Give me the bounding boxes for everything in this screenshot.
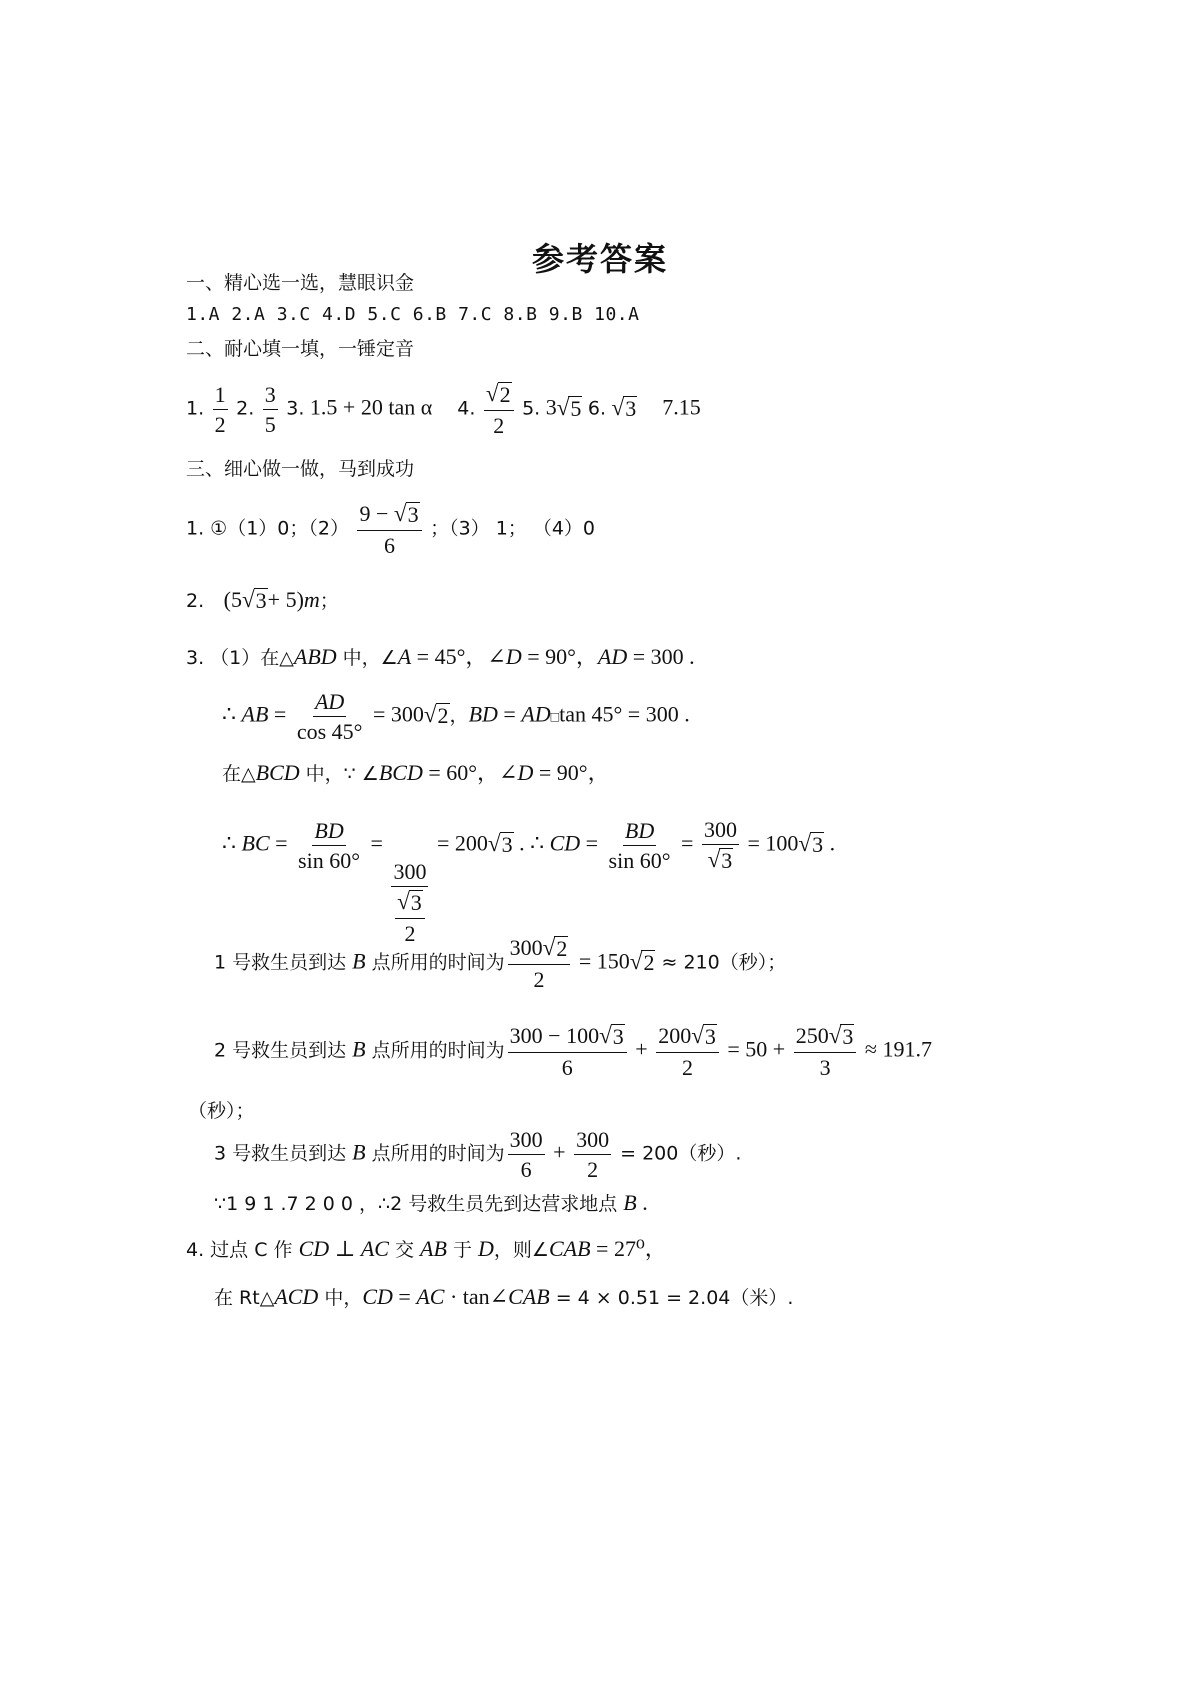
text: ∴ — [222, 830, 242, 856]
text: = 100 — [741, 830, 799, 856]
text: = 300 . — [627, 644, 695, 669]
q1-suffix: ；（3） 1； （4）0 — [430, 517, 596, 540]
var: BC — [241, 830, 270, 856]
text: 中，∠ — [336, 647, 398, 669]
num-text: 300 − 100 — [509, 1023, 600, 1048]
text: . — [636, 1190, 648, 1215]
ab-fraction — [295, 690, 365, 743]
q3-line-1 — [186, 646, 695, 668]
text: . ∴ — [513, 830, 550, 856]
inner-denominator: 2 — [404, 920, 416, 946]
denominator: √ 3 — [707, 846, 733, 874]
text: = — [675, 830, 699, 856]
section-3-heading: 三、细心做一做，马到成功 — [186, 458, 415, 480]
numerator: 1 — [213, 383, 228, 410]
text: 中， — [318, 1287, 363, 1309]
text: = 90°， — [521, 644, 598, 669]
radicand: 2 — [556, 936, 568, 961]
denominator: 5 — [264, 412, 276, 438]
text: ≈ 191.7 — [859, 1036, 932, 1062]
var: A — [397, 644, 412, 669]
text: = 200（秒）. — [614, 1142, 742, 1165]
section-2-heading: 二、耐心填一填，一锤定音 — [186, 338, 415, 360]
sqrt-answer-6: √ 3 — [611, 393, 637, 421]
var: D — [517, 760, 534, 785]
radicand: 2 — [437, 702, 449, 728]
q4-line-2 — [214, 1286, 793, 1308]
numerator: 3 — [263, 383, 278, 410]
q2-unit: m — [303, 587, 320, 612]
radicand: 3 — [255, 588, 267, 613]
denominator: 2 — [493, 413, 505, 439]
var: D — [478, 1236, 494, 1261]
q3-rescuer-2-unit: （秒）； — [188, 1100, 255, 1122]
text: 点所用的时间为 — [365, 1142, 505, 1165]
radicand: 3 — [612, 1024, 624, 1049]
text: = — [365, 830, 389, 856]
var: BCD — [255, 760, 300, 785]
denominator: cos 45° — [296, 719, 363, 745]
text: ⊥ — [329, 1236, 361, 1261]
num-text: 250 — [795, 1023, 829, 1048]
denominator: 2 — [587, 1157, 599, 1183]
numerator: 300 — [574, 1128, 611, 1155]
text: ， — [449, 704, 469, 727]
var: AD — [597, 644, 628, 669]
text: 3. （1）在△ — [186, 647, 294, 669]
var: AD — [521, 701, 551, 727]
text: 点所用的时间为 — [365, 1039, 505, 1062]
denominator: 3 — [819, 1055, 831, 1081]
section-2-answers — [186, 382, 701, 437]
coefficient: 3 — [545, 394, 557, 420]
var: AC — [416, 1284, 445, 1309]
fraction — [702, 818, 739, 873]
text: 在△ — [222, 763, 256, 785]
item-number: 2. — [236, 397, 255, 420]
text: = — [497, 701, 522, 727]
text: ≈ 210（秒）； — [655, 951, 787, 974]
compound-fraction — [391, 860, 428, 945]
text: 3 号救生员到达 — [214, 1142, 353, 1165]
fraction — [794, 1024, 857, 1079]
q3-line-2 — [222, 690, 690, 743]
fraction-answer-1 — [213, 383, 228, 436]
fraction-answer-2 — [263, 383, 278, 436]
text: 于 — [446, 1239, 479, 1261]
text: 点所用的时间为 — [365, 951, 505, 974]
fraction — [508, 1024, 627, 1079]
numerator: AD — [313, 690, 346, 717]
text: = 45°，∠ — [411, 644, 506, 669]
text: = 4 × 0.51 = 2.04（米）. — [549, 1287, 794, 1309]
numerator: 300 — [391, 860, 428, 887]
radicand: 3 — [721, 848, 733, 874]
item-number: 3. — [286, 397, 305, 420]
q2-sqrt: √ 3 — [241, 586, 267, 613]
sqrt: √ 2 — [423, 700, 449, 728]
q1-prefix: 1. ①（1）0；（2） — [186, 517, 349, 540]
radicand: 3 — [501, 831, 513, 857]
denominator: 2 — [533, 967, 545, 993]
text: ∵1 9 1 .7 2 0 0 ，∴2 号救生员先到达营求地点 — [214, 1193, 624, 1215]
sqrt: √ 3 — [487, 829, 513, 857]
text: = — [269, 830, 294, 856]
q3-rescuer-1 — [214, 936, 786, 991]
radicand: 3 — [812, 831, 824, 857]
text: + — [629, 1036, 654, 1062]
q1-fraction — [357, 502, 421, 557]
var: D — [505, 644, 522, 669]
text: = 90°， — [533, 760, 610, 785]
denominator: 6 — [561, 1055, 573, 1081]
sqrt-answer-5: √ 5 — [556, 393, 582, 421]
num-text: 200 — [658, 1023, 692, 1048]
radicand: 2 — [499, 382, 511, 407]
fraction — [574, 1128, 611, 1181]
var: AB — [420, 1236, 447, 1261]
numerator: BD — [312, 819, 345, 846]
text: = — [392, 1284, 417, 1309]
denominator: sin 60° — [298, 848, 361, 874]
var: B — [352, 1036, 366, 1062]
section-1-answers: 1.A 2.A 3.C 4.D 5.C 6.B 7.C 8.B 9.B 10.A — [186, 304, 640, 325]
var: BD — [468, 701, 498, 727]
numerator: √ 2 — [484, 382, 514, 411]
radicand: 3 — [410, 889, 422, 915]
denominator: √ 3 2 — [393, 887, 427, 945]
item-number: 6. — [587, 397, 607, 420]
radicand: 2 — [643, 949, 655, 975]
num-text: 300 — [509, 935, 543, 960]
answer-3-expression: 1.5 + 20 tan α — [309, 394, 433, 420]
denominator: 6 — [384, 533, 396, 559]
radicand: 3 — [407, 502, 419, 527]
var: AC — [360, 1236, 389, 1261]
denominator: 6 — [520, 1157, 532, 1183]
text: = 200 — [431, 830, 488, 856]
var: B — [623, 1190, 637, 1215]
text: 1 号救生员到达 — [214, 951, 353, 974]
q4-line-1 — [186, 1238, 667, 1260]
numerator: 250 √ 3 — [794, 1024, 857, 1053]
item-number: 1. — [186, 397, 205, 420]
numerator: 300 — [508, 1128, 545, 1155]
numerator: 300 − 100 √ 3 — [508, 1024, 627, 1053]
text: + — [547, 1139, 572, 1165]
text: = 50 + — [721, 1036, 791, 1062]
numerator: 300 √ 2 — [508, 936, 571, 965]
q3-rescuer-2 — [214, 1024, 932, 1079]
missing-glyph-box: □ — [550, 710, 560, 726]
q2-part: + 5) — [267, 587, 304, 612]
q2-line — [186, 588, 339, 613]
radicand: 3 — [704, 1024, 716, 1049]
var: ABD — [293, 644, 337, 669]
numerator: 300 — [702, 818, 739, 845]
text: = 27⁰， — [590, 1236, 667, 1261]
text: . — [824, 830, 836, 856]
text: 中，∵ ∠ — [299, 763, 379, 785]
radicand: 3 — [625, 395, 637, 421]
denominator: sin 60° — [608, 848, 671, 874]
var: CD — [362, 1284, 393, 1309]
bc-fraction — [296, 819, 362, 872]
var: AB — [241, 701, 269, 727]
text: = 60°，∠ — [422, 760, 518, 785]
radicand: 3 — [842, 1024, 854, 1049]
radicand: 5 — [570, 395, 582, 421]
item-number: 5. — [522, 397, 541, 420]
q2-prefix: 2. — [186, 590, 205, 612]
page-title: 参考答案 — [531, 240, 668, 278]
var: BCD — [378, 760, 423, 785]
q3-rescuer-3 — [214, 1128, 741, 1181]
text: = — [580, 830, 604, 856]
text: 交 — [388, 1239, 421, 1261]
var: ACD — [274, 1284, 319, 1309]
item-number: 4. — [457, 397, 476, 420]
var: CD — [549, 830, 581, 856]
q1-line — [186, 502, 595, 557]
text: 在 Rt△ — [214, 1287, 275, 1309]
fraction — [508, 1128, 545, 1181]
q2-suffix: ； — [319, 590, 339, 612]
fraction-answer-4 — [484, 382, 514, 437]
cd-fraction — [607, 819, 673, 872]
answer-7: 7.15 — [662, 394, 701, 420]
num-text: 9 − — [359, 501, 389, 526]
text: = 300 — [367, 701, 424, 727]
text: = — [268, 701, 292, 727]
var: CD — [298, 1236, 330, 1261]
denominator: 2 — [214, 412, 226, 438]
text: 2 号救生员到达 — [214, 1039, 353, 1062]
q2-part: (5 — [223, 587, 242, 612]
section-1-heading: 一、精心选一选，慧眼识金 — [186, 272, 415, 294]
text: 4. 过点 C 作 — [186, 1239, 299, 1261]
var: B — [352, 948, 366, 974]
fraction — [656, 1024, 719, 1079]
numerator: BD — [623, 819, 656, 846]
fraction — [508, 936, 571, 991]
numerator: 200 √ 3 — [656, 1024, 719, 1053]
q3-line-4 — [222, 818, 835, 945]
var: B — [352, 1139, 366, 1165]
denominator: 2 — [682, 1055, 694, 1081]
q3-conclusion — [214, 1192, 648, 1214]
q3-line-3 — [222, 762, 610, 784]
text: tan 45° = 300 . — [559, 701, 690, 727]
text: ，则∠ — [493, 1239, 549, 1261]
sqrt: √ 2 — [629, 947, 655, 975]
text: ∴ — [222, 701, 242, 727]
sqrt: √ 3 — [798, 829, 824, 857]
var: CAB — [508, 1284, 550, 1309]
text: = 150 — [573, 948, 630, 974]
numerator: 9 − √ 3 — [357, 502, 421, 531]
text: · tan∠ — [444, 1284, 509, 1309]
var: CAB — [548, 1236, 591, 1261]
